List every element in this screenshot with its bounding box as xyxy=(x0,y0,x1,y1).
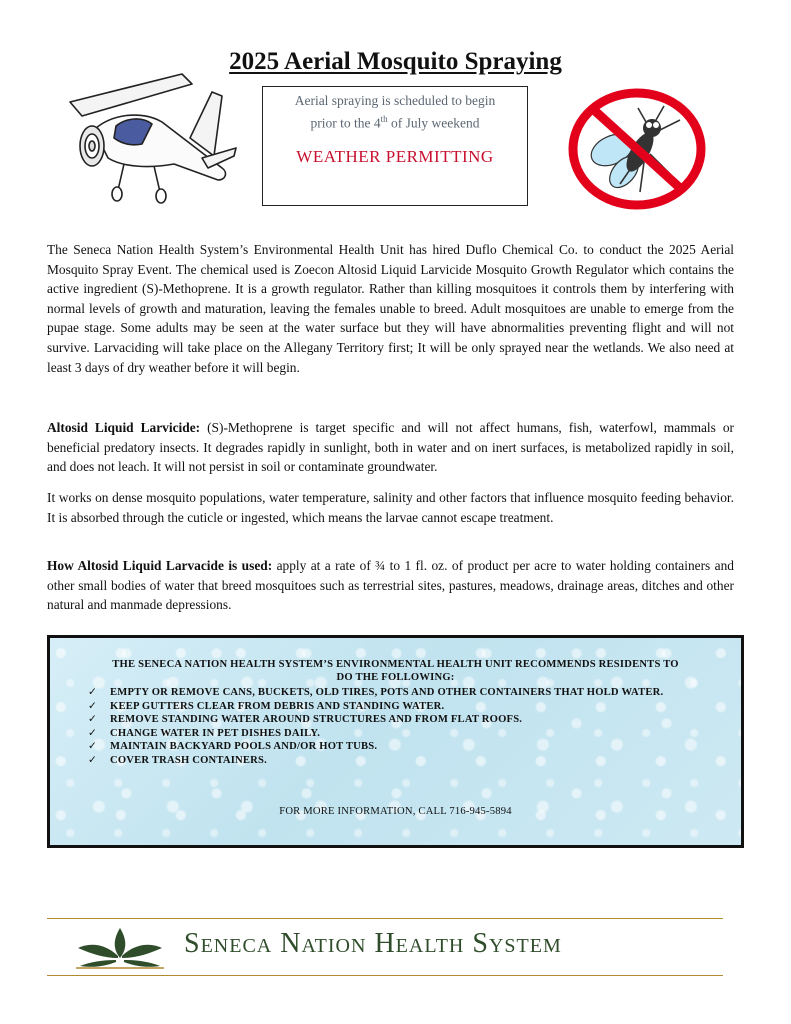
list-item: ✓ REMOVE STANDING WATER AROUND STRUCTURES AND FROM FLAT ROOFS. xyxy=(88,714,523,726)
list-item: ✓ COVER TRASH CONTAINERS. xyxy=(88,754,267,766)
recommendations-list xyxy=(88,686,688,768)
page-title: 2025 Aerial Mosquito Spraying xyxy=(229,48,562,75)
footer-bottom-rule xyxy=(47,975,723,976)
larvicide-paragraph xyxy=(47,418,734,477)
schedule-notice-box xyxy=(262,86,528,206)
list-item: ✓ CHANGE WATER IN PET DISHES DAILY. xyxy=(88,727,321,739)
list-item: ✓ EMPTY OR REMOVE CANS, BUCKETS, OLD TIRES, POTS AND OTHER CONTAINERS THAT HOLD WATER. xyxy=(88,687,664,698)
weather-permitting-warning: WEATHER PERMITTING xyxy=(296,146,494,166)
footer-top-rule xyxy=(47,918,723,919)
contact-info: FOR MORE INFORMATION, CALL 716-945-5894 xyxy=(279,806,512,817)
list-item: ✓ KEEP GUTTERS CLEAR FROM DEBRIS AND STANDING WATER. xyxy=(88,700,445,712)
airplane-illustration xyxy=(62,72,238,214)
larvicide-label: Altosid Liquid Larvicide: xyxy=(47,420,201,435)
intro-paragraph: The Seneca Nation Health System’s Environmental Health Unit has hired Duflo Chemical Co. to conduct the 2025 Aerial Mosquito Spray Event. The chemical used is Zoecon Altosid Liquid Larvicide Mosquito Growth Regulator which contains the active ingredient (S)-Methoprene. It is a growth regulator. Rather than killing mosquitoes it controls them by interfering with normal levels of growth and maturation, leaving the females unable to breed. Adult mosquitoes are unable to emerge from the pupae stage. Some adults may be seen at the water surface but they will have abnormalities preventing flight and will not survive. Larvaciding will take place on the Allegany Territory first; It will be only sprayed near the wetlands. We also need at least 3 days of dry weather before it will begin. xyxy=(47,242,734,375)
checkmark-icon: ✓ xyxy=(88,714,98,726)
checkmark-icon: ✓ xyxy=(88,754,98,766)
schedule-notice-text: Aerial spraying is scheduled to begin prior to the 4th of July weekend xyxy=(294,93,496,131)
usage-text: apply at a rate of ¾ to 1 fl. oz. of product per acre to water holding containers and other small bodies of water that breed mosquitoes such as terrestrial sites, pastures, meadows, drainage areas, ditches and other natural and manmade depressions. xyxy=(47,558,735,613)
usage-paragraph xyxy=(47,556,734,615)
larvicide-text: (S)-Methoprene is target specific and will not affect humans, fish, waterfowl, mammals or beneficial predatory insects. It degrades rapidly in sunlight, both in water and on inert surfaces, is metabolized rapidly in soil, and does not leach. It will not persist in soil or contaminate groundwater. xyxy=(47,420,734,475)
recommendations-heading: THE SENECA NATION HEALTH SYSTEM’S ENVIRONMENTAL HEALTH UNIT RECOMMENDS RESIDENTS TO DO THE FOLLOWING: xyxy=(112,659,679,683)
works-paragraph: It works on dense mosquito populations, water temperature, salinity and other factors that influence mosquito feeding behavior. It is absorbed through the cuticle or ingested, which means the larvae cannot escape treatment. xyxy=(47,490,734,525)
checkmark-icon: ✓ xyxy=(88,727,98,739)
checkmark-icon: ✓ xyxy=(88,741,98,753)
recommendations-box xyxy=(47,635,744,848)
usage-label: How Altosid Liquid Larvacide is used: xyxy=(47,558,273,573)
leaf-logo-icon xyxy=(72,924,168,970)
list-item: ✓ MAINTAIN BACKYARD POOLS AND/OR HOT TUBS. xyxy=(88,741,378,753)
no-mosquito-icon xyxy=(568,88,706,210)
organization-name: Seneca Nation Health System xyxy=(184,928,562,959)
checkmark-icon: ✓ xyxy=(88,700,98,712)
checkmark-icon: ✓ xyxy=(88,687,98,698)
